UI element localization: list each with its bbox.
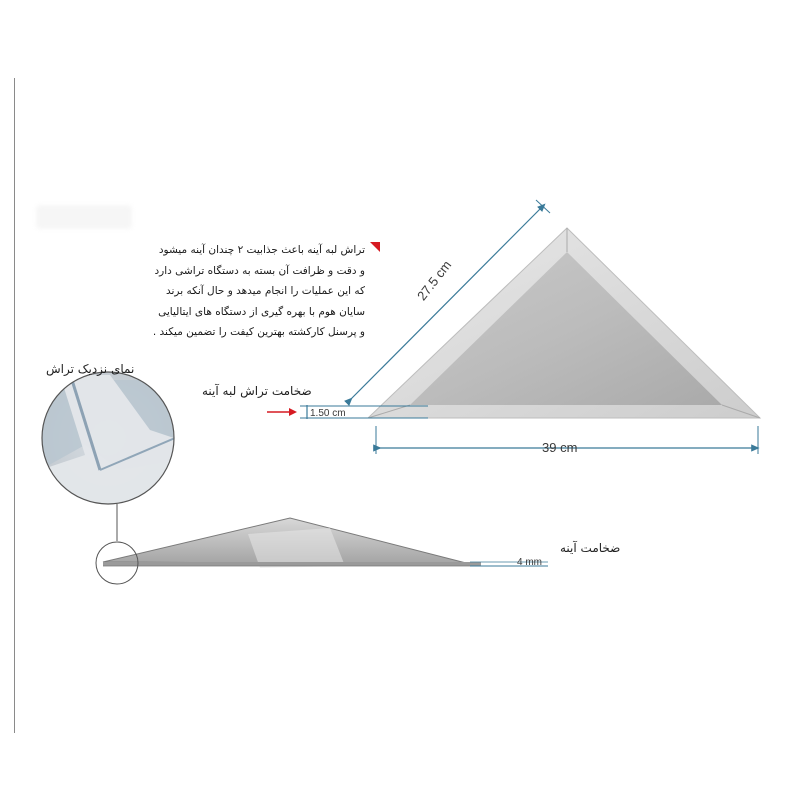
closeup-view-label: نمای نزدیک تراش (46, 362, 135, 376)
width-dimension-value: 39 cm (542, 440, 578, 455)
mirror-face (410, 252, 722, 405)
mirror-thickness-label: ضخامت آینه (560, 541, 621, 555)
red-triangle-bullet-icon (370, 242, 380, 252)
height-dimension-value: 27.5 cm (414, 257, 455, 304)
description-line: که این عملیات را انجام میدهد و حال آنکه برند (165, 285, 365, 297)
bevel-dimension-value: 1.50 cm (310, 408, 346, 419)
description-line: تراش لبه آینه باعث جذابیت ۲ چندان آینه میشود (158, 244, 365, 256)
description-line: و پرسنل کارکشته بهترین کیفت را تضمین میکند . (152, 326, 365, 338)
mirror-side-view (103, 518, 548, 568)
thickness-dimension-value: 4 mm (517, 557, 542, 568)
edge-polish-description (103, 240, 365, 343)
red-arrow-icon (267, 408, 297, 416)
bevel-thickness-label: ضخامت تراش لبه آینه (202, 384, 312, 398)
description-line: سایان هوم با بهره گیری از دستگاه های ایتالیایی (158, 305, 365, 318)
description-line: و دقت و ظرافت آن بسته به دستگاه تراشی دارد (154, 264, 365, 277)
